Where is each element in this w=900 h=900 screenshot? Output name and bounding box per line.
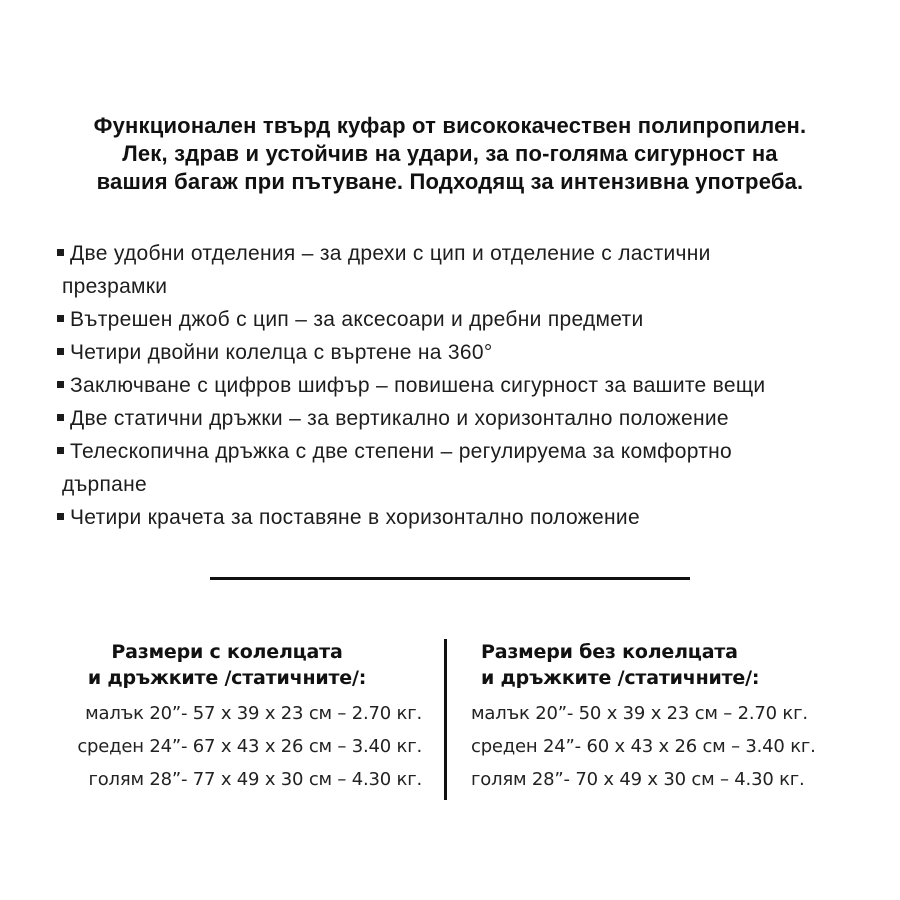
size-row: голям 28”- 70 x 49 x 30 см – 4.30 кг. xyxy=(471,769,805,790)
feature-line: Вътрешен джоб с цип – за аксесоари и дребни предмети xyxy=(70,308,644,331)
size-row: малък 20”- 57 x 39 x 23 см – 2.70 кг. xyxy=(85,703,422,724)
feature-line: дърпане xyxy=(62,473,148,496)
bullet-square-icon xyxy=(57,447,64,454)
bullet-square-icon xyxy=(57,513,64,520)
feature-line: презрамки xyxy=(62,275,168,298)
size-tables xyxy=(0,639,900,800)
sizes-without-wheels-column xyxy=(447,639,900,800)
bullet-square-icon xyxy=(57,249,64,256)
sizes-without-wheels-rows xyxy=(471,697,900,800)
sizes-title-line: и дръжките /статичните/: xyxy=(481,667,760,689)
bullet-square-icon xyxy=(57,381,64,388)
feature-item xyxy=(57,336,900,369)
sizes-with-wheels-column xyxy=(0,639,444,800)
sizes-title-line: и дръжките /статичните/: xyxy=(87,667,367,689)
feature-item xyxy=(57,237,900,303)
feature-item xyxy=(57,402,900,435)
intro-heading xyxy=(0,112,900,196)
sizes-title-line: Размери без колелцата xyxy=(481,641,738,663)
feature-line: Четири крачета за поставяне в хоризонтално положение xyxy=(70,506,640,529)
intro-heading-line: вашия багаж при пътуване. Подходящ за интензивна употреба. xyxy=(96,169,804,194)
feature-line: Заключване с цифров шифър – повишена сигурност за вашите вещи xyxy=(70,374,766,397)
feature-item xyxy=(57,369,900,402)
bullet-square-icon xyxy=(57,348,64,355)
bullet-square-icon xyxy=(57,315,64,322)
feature-item xyxy=(57,435,900,501)
sizes-title-line: Размери с колелцата xyxy=(111,641,343,663)
feature-list xyxy=(57,237,900,534)
bullet-square-icon xyxy=(57,414,64,421)
size-row: малък 20”- 50 x 39 x 23 см – 2.70 кг. xyxy=(471,703,808,724)
feature-line: Телескопична дръжка с две степени – регулируема за комфортно xyxy=(70,440,733,463)
feature-line: Две статични дръжки – за вертикално и хоризонтално положение xyxy=(70,407,729,430)
feature-item xyxy=(57,501,900,534)
intro-heading-line: Лек, здрав и устойчив на удари, за по-голяма сигурност на xyxy=(122,141,778,166)
horizontal-divider xyxy=(210,577,690,580)
feature-line: Четири двойни колелца с въртене на 360° xyxy=(70,341,493,364)
sizes-with-wheels-title xyxy=(0,639,444,691)
sizes-without-wheels-title xyxy=(471,639,900,691)
intro-heading-line: Функционален твърд куфар от висококачествен полипропилен. xyxy=(93,113,807,138)
sizes-with-wheels-rows xyxy=(0,697,444,800)
size-row: среден 24”- 67 x 43 x 26 см – 3.40 кг. xyxy=(77,736,422,757)
feature-item xyxy=(57,303,900,336)
feature-line: Две удобни отделения – за дрехи с цип и отделение с ластични xyxy=(70,242,711,265)
size-row: среден 24”- 60 x 43 x 26 см – 3.40 кг. xyxy=(471,736,816,757)
size-row: голям 28”- 77 x 49 x 30 см – 4.30 кг. xyxy=(88,769,422,790)
